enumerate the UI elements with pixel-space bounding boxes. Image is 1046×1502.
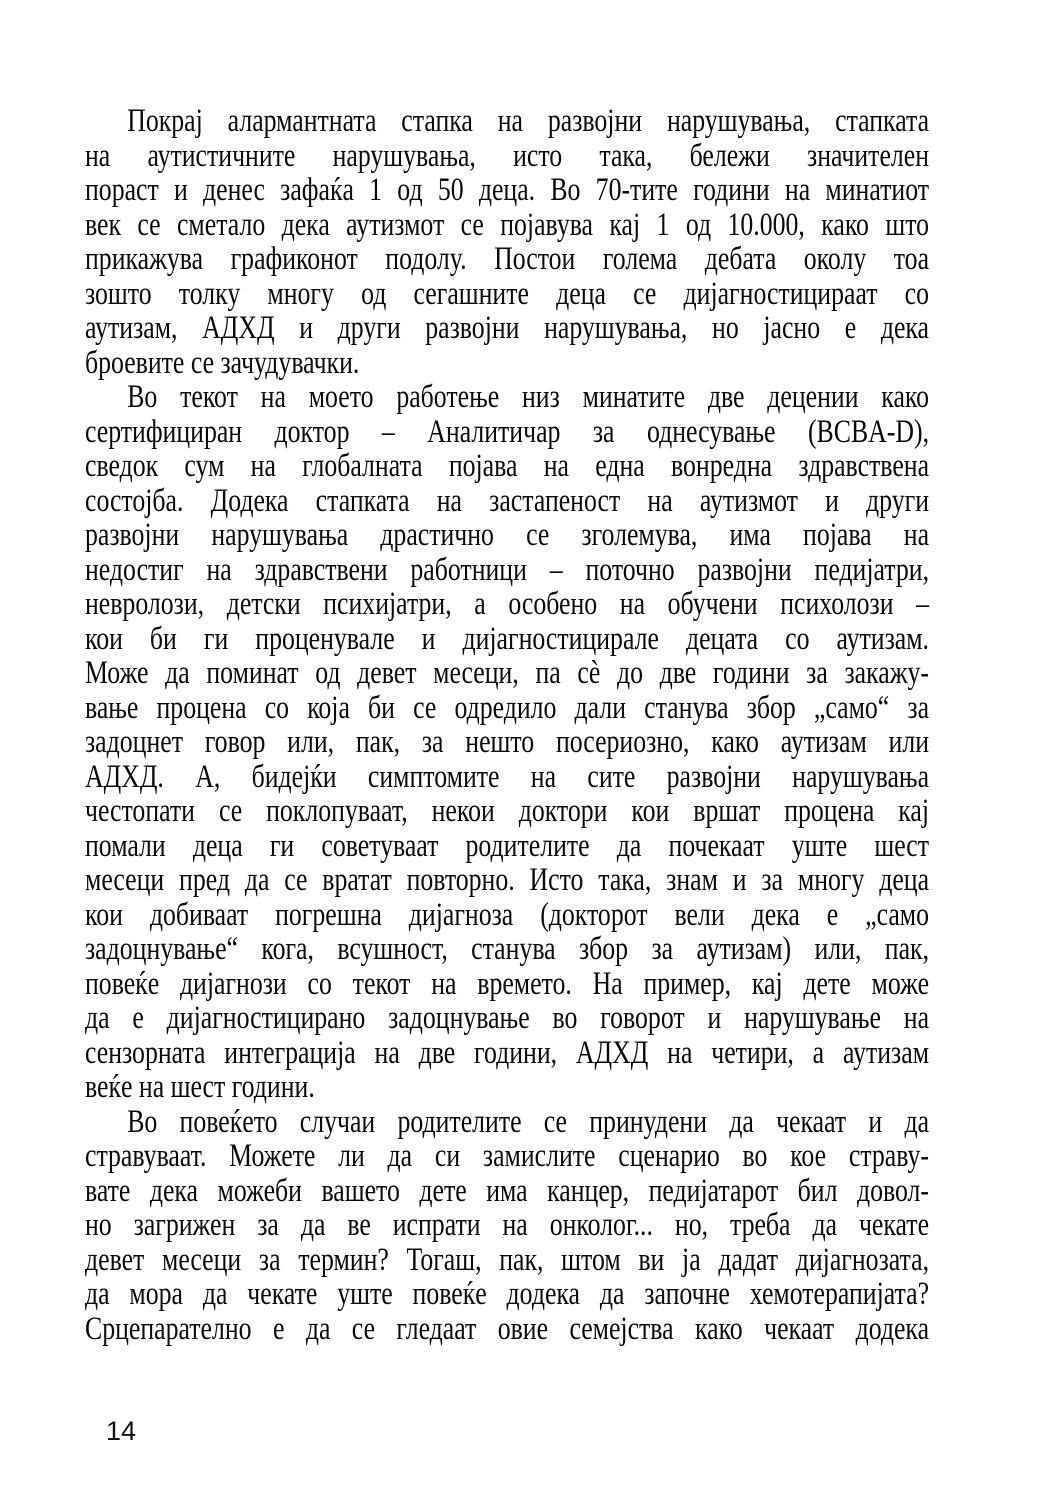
text-line: развојни нарушувања драстично се зголемува, има појава на — [85, 517, 930, 553]
text-line: честопати се поклопуваат, некои доктори кои вршат процена кај — [85, 793, 930, 829]
text-line: броевите се зачудувачки. — [85, 344, 360, 381]
text-line: Покрај алармантната стапка на развојни нарушувања, стапката — [127, 103, 930, 139]
text-line: на аутистичните нарушувања, исто така, бележи значителен — [85, 137, 930, 174]
text-line: Може да поминат од девет месеци, па сè до две години за закажу- — [85, 655, 930, 691]
text-line: задоцнет говор или, пак, за нешто посериозно, како аутизам или — [85, 724, 930, 760]
text-line: вање процена со која би се одредило дали станува збор „само“ за — [85, 689, 930, 726]
text-line: прикажува графиконот подолу. Постои голема дебата околу тоа — [85, 241, 930, 277]
text-line: девет месеци за термин? Тогаш, пак, штом ви ја дадат дијагнозата, — [85, 1241, 930, 1278]
text-line: повеќе дијагнози со текот на времето. На пример, кај дете може — [85, 965, 930, 1002]
text-line: помали деца ги советуваат родителите да почекаат уште шест — [85, 827, 930, 864]
text-line: месеци пред да се вратат повторно. Исто така, знам и за многу деца — [85, 862, 930, 898]
text-line: Срцепарателно е да се гледаат овие семејства како чекаат додека — [85, 1310, 930, 1347]
text-line: невролози, детски психијатри, а особено на обучени психолози – — [85, 586, 930, 622]
text-line: век се сметало дека аутизмот се појавува кај 1 од 10.000, како што — [85, 206, 930, 243]
text-line: Во повеќето случаи родителите се принудени да чекаат и да — [127, 1103, 930, 1140]
text-line: стравуваат. Можете ли да си замислите сценарио во кое страву- — [85, 1138, 930, 1174]
text-line: недостиг на здравствени работници – поточно развојни педијатри, — [85, 551, 930, 588]
text-line: кои би ги проценувале и дијагностицирале децата со аутизам. — [85, 620, 930, 657]
text-line: но загрижен за да ве испрати на онколог... но, треба да чекате — [85, 1207, 930, 1243]
text-line: сведок сум на глобалната појава на една вонредна здравствена — [85, 448, 930, 484]
text-line: да мора да чекате уште повеќе додека да започне хемотерапијата? — [85, 1276, 930, 1312]
text-line: аутизам, АДХД и други развојни нарушувања, но јасно е дека — [85, 310, 930, 346]
text-line: вате дека можеби вашето дете има канцер, педијатарот бил довол- — [85, 1172, 930, 1209]
page-text — [85, 104, 929, 1346]
page-number: 14 — [106, 1416, 137, 1446]
text-line: АДХД. А, бидејќи симптомите на сите развојни нарушувања — [85, 758, 930, 795]
paragraph — [85, 380, 929, 1105]
paragraph — [85, 104, 929, 380]
text-line: веќе на шест години. — [85, 1069, 315, 1105]
text-line: да е дијагностицирано задоцнување во говорот и нарушување на — [85, 1000, 930, 1036]
text-line: сензорната интеграција на две години, АДХД на четири, а аутизам — [85, 1034, 930, 1071]
text-line: сертифициран доктор – Аналитичар за однесување (BCBA-D), — [85, 413, 930, 450]
text-line: Во текот на моето работење низ минатите две децении како — [127, 379, 930, 415]
paragraph — [85, 1105, 929, 1347]
text-line: состојба. Додека стапката на застапеност на аутизмот и други — [85, 482, 930, 519]
text-line: кои добиваат погрешна дијагноза (докторот вели дека е „само — [85, 896, 930, 933]
text-line: пораст и денес зафаќа 1 од 50 деца. Во 70-тите години на минатиот — [85, 172, 930, 208]
text-line: зошто толку многу од сегашните деца се дијагностицираат со — [85, 275, 930, 312]
text-line: задоцнување“ кога, всушност, станува збор за аутизам) или, пак, — [85, 931, 930, 967]
